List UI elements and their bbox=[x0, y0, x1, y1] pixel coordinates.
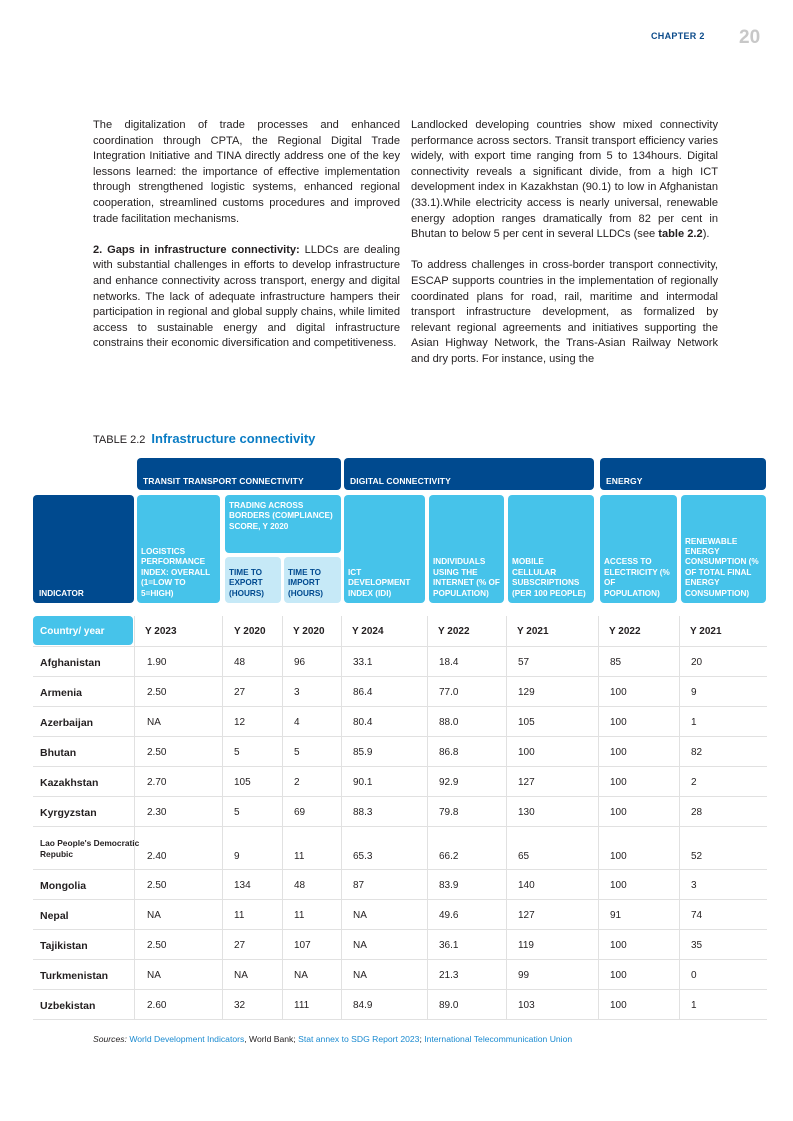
country-name: Bhutan bbox=[40, 747, 77, 759]
country-name: Turkmenistan bbox=[40, 970, 109, 982]
country-name: Kyrgyzstan bbox=[40, 807, 97, 819]
cell-mobile: 119 bbox=[518, 940, 534, 951]
cell-electricity: 100 bbox=[610, 807, 627, 818]
chapter-label: CHAPTER 2 bbox=[651, 31, 705, 41]
year-cell: Y 2023 bbox=[145, 626, 177, 637]
table-row bbox=[33, 676, 767, 707]
cell-internet: 77.0 bbox=[439, 687, 459, 698]
cell-idi: 88.3 bbox=[353, 807, 373, 818]
cell-import: 107 bbox=[294, 940, 311, 951]
country-name: Kazakhstan bbox=[40, 777, 99, 789]
group-header-digital: DIGITAL CONNECTIVITY bbox=[344, 458, 594, 490]
cell-electricity: 100 bbox=[610, 747, 627, 758]
cell-mobile: 129 bbox=[518, 687, 535, 698]
left-column bbox=[93, 118, 400, 368]
table-title: Infrastructure connectivity bbox=[151, 431, 316, 446]
cell-mobile: 127 bbox=[518, 910, 535, 921]
cell-electricity: 100 bbox=[610, 970, 627, 981]
source-link-itu[interactable]: International Telecommunication Union bbox=[424, 1034, 573, 1044]
indicator-label: INDICATOR bbox=[39, 588, 84, 598]
cell-renewable: 0 bbox=[691, 970, 697, 981]
group-header-energy: ENERGY bbox=[600, 458, 766, 490]
cell-export: 11 bbox=[234, 910, 245, 921]
cell-renewable: 52 bbox=[691, 851, 703, 862]
cell-electricity: 100 bbox=[610, 851, 627, 862]
cell-electricity: 91 bbox=[610, 910, 622, 921]
table-row bbox=[33, 766, 767, 797]
cell-internet: 36.1 bbox=[439, 940, 459, 951]
cell-internet: 21.3 bbox=[439, 970, 459, 981]
column-header-mobile-label: MOBILE CELLULAR SUBSCRIPTIONS (PER 100 PEOPLE) bbox=[512, 557, 586, 598]
cell-internet: 18.4 bbox=[439, 657, 459, 668]
right-paragraph-1-body: Landlocked developing countries show mixed connectivity performance across sectors. Transit transport efficiency varies widely, with export time ranging from 5 to 134hours. Digital connectivity reveals a significant divide, from a high ICT development index in Kazakhstan (90.1) to low in Afghanistan (33.1).While electricity access is nearly universal, renewable energy adoption ranges dramatically from 82 per cent in Bhutan to below 5 per cent in several LLDCs (see bbox=[411, 119, 718, 241]
column-header-export-label: TIME TO EXPORT (HOURS) bbox=[229, 567, 265, 598]
cell-renewable: 35 bbox=[691, 940, 703, 951]
indicator-header bbox=[33, 495, 134, 603]
cell-renewable: 74 bbox=[691, 910, 703, 921]
left-paragraph-2 bbox=[93, 243, 400, 352]
table-row bbox=[33, 959, 767, 990]
sources-label: Sources: bbox=[93, 1034, 127, 1044]
table-row bbox=[33, 736, 767, 767]
cell-lpi: NA bbox=[147, 910, 161, 921]
column-header-export bbox=[225, 557, 281, 603]
cell-renewable: 3 bbox=[691, 880, 697, 891]
cell-renewable: 9 bbox=[691, 687, 697, 698]
year-cell: Y 2021 bbox=[690, 626, 722, 637]
year-cell: Y 2024 bbox=[352, 626, 384, 637]
cell-lpi: 2.60 bbox=[147, 1000, 167, 1011]
section-heading-gaps: 2. Gaps in infrastructure connectivity: bbox=[93, 243, 300, 256]
cell-electricity: 100 bbox=[610, 880, 627, 891]
cell-idi: 87 bbox=[353, 880, 365, 891]
cell-import: NA bbox=[294, 970, 308, 981]
cell-lpi: NA bbox=[147, 717, 161, 728]
cell-import: 2 bbox=[294, 777, 300, 788]
cell-import: 5 bbox=[294, 747, 300, 758]
table-number: TABLE 2.2 bbox=[93, 434, 146, 446]
cell-internet: 88.0 bbox=[439, 717, 459, 728]
cell-import: 48 bbox=[294, 880, 306, 891]
cell-import: 11 bbox=[294, 851, 305, 862]
cell-lpi: NA bbox=[147, 970, 161, 981]
column-header-mobile bbox=[508, 495, 594, 603]
country-name: Armenia bbox=[40, 687, 83, 699]
column-header-electricity-label: ACCESS TO ELECTRICITY (% OF POPULATION) bbox=[604, 557, 670, 598]
cell-idi: 85.9 bbox=[353, 747, 373, 758]
table-row bbox=[33, 796, 767, 827]
column-header-electricity bbox=[600, 495, 677, 603]
cell-export: NA bbox=[234, 970, 248, 981]
sources-text: , World Bank; bbox=[244, 1034, 299, 1044]
cell-lpi: 2.40 bbox=[147, 851, 167, 862]
cell-internet: 92.9 bbox=[439, 777, 459, 788]
cell-lpi: 2.30 bbox=[147, 807, 167, 818]
column-header-trading bbox=[225, 495, 341, 553]
cell-idi: NA bbox=[353, 910, 367, 921]
cell-lpi: 1.90 bbox=[147, 657, 167, 668]
cell-import: 96 bbox=[294, 657, 306, 668]
cell-mobile: 100 bbox=[518, 747, 535, 758]
cell-mobile: 99 bbox=[518, 970, 530, 981]
column-header-internet bbox=[429, 495, 504, 603]
table-row bbox=[33, 989, 767, 1020]
cell-import: 3 bbox=[294, 687, 300, 698]
cell-internet: 89.0 bbox=[439, 1000, 459, 1011]
cell-export: 134 bbox=[234, 880, 251, 891]
cell-export: 27 bbox=[234, 940, 246, 951]
cell-internet: 83.9 bbox=[439, 880, 459, 891]
cell-idi: 65.3 bbox=[353, 851, 373, 862]
cell-lpi: 2.70 bbox=[147, 777, 167, 788]
table-row bbox=[33, 929, 767, 960]
cell-export: 27 bbox=[234, 687, 246, 698]
country-name: Uzbekistan bbox=[40, 1000, 96, 1012]
year-row bbox=[33, 616, 767, 645]
column-header-renewable bbox=[681, 495, 766, 603]
cell-electricity: 100 bbox=[610, 777, 627, 788]
column-header-idi-label: ICT DEVELOPMENT INDEX (IDI) bbox=[348, 567, 411, 598]
year-cell: Y 2020 bbox=[293, 626, 325, 637]
source-link-sdg-annex[interactable]: Stat annex to SDG Report 2023 bbox=[298, 1034, 420, 1044]
cell-mobile: 65 bbox=[518, 851, 530, 862]
column-header-idi bbox=[344, 495, 425, 603]
cell-renewable: 2 bbox=[691, 777, 697, 788]
group-header-transit: TRANSIT TRANSPORT CONNECTIVITY bbox=[137, 458, 341, 490]
cell-idi: 84.9 bbox=[353, 1000, 373, 1011]
page-number: 20 bbox=[739, 27, 761, 48]
left-paragraph-1: The digitalization of trade processes and enhanced coordination through CPTA, the Regional Digital Trade Integration Initiative and TINA directly address one of the key lessons learned: the importance of effective implementation through strengthened logistic systems, enhanced regional cooperation, streamlined customs procedures and improved trade facilitation mechanisms. bbox=[93, 119, 400, 225]
sources-text: ; bbox=[419, 1034, 425, 1044]
column-header-internet-label: INDIVIDUALS USING THE INTERNET (% OF POPULATION) bbox=[433, 557, 500, 598]
table-row bbox=[33, 706, 767, 737]
cell-import: 4 bbox=[294, 717, 300, 728]
table-bottom-border bbox=[33, 1019, 767, 1020]
year-cell: Y 2022 bbox=[438, 626, 470, 637]
country-name: Lao People's Democratic Repubic bbox=[40, 838, 140, 859]
table-caption bbox=[93, 431, 315, 446]
cell-idi: 90.1 bbox=[353, 777, 373, 788]
right-paragraph-1 bbox=[411, 118, 718, 243]
year-cell: Y 2020 bbox=[234, 626, 266, 637]
column-header-import-label: TIME TO IMPORT (HOURS) bbox=[288, 567, 324, 598]
right-column bbox=[411, 118, 718, 383]
column-header-renewable-label: RENEWABLE ENERGY CONSUMPTION (% OF TOTAL FINAL ENERGY CONSUMPTION) bbox=[685, 536, 759, 598]
cell-internet: 79.8 bbox=[439, 807, 459, 818]
column-header-import bbox=[284, 557, 341, 603]
right-paragraph-2: To address challenges in cross-border transport connectivity, ESCAP supports countries in the implementation of regionally coordinated plans for road, rail, maritime and intermodal transport infrastructure development, as formalized by relevant regional agreements and initiatives supporting the Asian Highway Network, the Trans-Asian Railway Network and dry ports. For instance, using the bbox=[411, 259, 718, 365]
table-sources bbox=[93, 1034, 572, 1044]
country-name: Nepal bbox=[40, 910, 69, 922]
cell-renewable: 20 bbox=[691, 657, 703, 668]
cell-export: 105 bbox=[234, 777, 251, 788]
column-header-lpi bbox=[137, 495, 220, 603]
country-name: Afghanistan bbox=[40, 657, 101, 669]
column-header-trading-label: TRADING ACROSS BORDERS (COMPLIANCE) SCORE, Y 2020 bbox=[229, 501, 333, 531]
cell-electricity: 100 bbox=[610, 687, 627, 698]
cell-import: 111 bbox=[294, 1000, 310, 1011]
year-cell: Y 2021 bbox=[517, 626, 549, 637]
cell-mobile: 57 bbox=[518, 657, 530, 668]
country-name: Azerbaijan bbox=[40, 717, 94, 729]
cell-electricity: 100 bbox=[610, 1000, 627, 1011]
cell-mobile: 103 bbox=[518, 1000, 535, 1011]
country-name: Tajikistan bbox=[40, 940, 88, 952]
cell-idi: NA bbox=[353, 940, 367, 951]
country-name: Mongolia bbox=[40, 880, 87, 892]
cell-mobile: 127 bbox=[518, 777, 535, 788]
cell-idi: 86.4 bbox=[353, 687, 373, 698]
year-cell: Y 2022 bbox=[609, 626, 641, 637]
cell-renewable: 1 bbox=[691, 1000, 697, 1011]
cell-internet: 49.6 bbox=[439, 910, 459, 921]
cell-lpi: 2.50 bbox=[147, 747, 167, 758]
cell-lpi: 2.50 bbox=[147, 687, 167, 698]
cell-internet: 66.2 bbox=[439, 851, 459, 862]
cell-export: 9 bbox=[234, 851, 240, 862]
cell-import: 11 bbox=[294, 910, 305, 921]
cell-renewable: 1 bbox=[691, 717, 697, 728]
right-paragraph-1-end: ). bbox=[702, 228, 710, 241]
cell-idi: 80.4 bbox=[353, 717, 373, 728]
column-header-lpi-label: LOGISTICS PERFORMANCE INDEX: OVERALL (1=LOW TO 5=HIGH) bbox=[141, 546, 210, 598]
cell-export: 32 bbox=[234, 1000, 246, 1011]
cell-electricity: 85 bbox=[610, 657, 622, 668]
cell-mobile: 105 bbox=[518, 717, 535, 728]
cell-lpi: 2.50 bbox=[147, 880, 167, 891]
cell-internet: 86.8 bbox=[439, 747, 459, 758]
table-reference-link[interactable]: table 2.2 bbox=[658, 228, 703, 241]
cell-idi: 33.1 bbox=[353, 657, 373, 668]
cell-export: 48 bbox=[234, 657, 246, 668]
left-paragraph-2-body: LLDCs are dealing with substantial challenges in efforts to develop infrastructure and enhance connectivity across transport, energy and digital networks. The lack of adequate infrastructure hampers their participation in regional and global supply chains, while limited access to sustainable energy and digital infrastructure constrains their economic diversification and competitiveness. bbox=[93, 243, 400, 350]
cell-electricity: 100 bbox=[610, 940, 627, 951]
cell-import: 69 bbox=[294, 807, 306, 818]
table-row bbox=[33, 646, 767, 677]
cell-electricity: 100 bbox=[610, 717, 627, 728]
country-year-label: Country/ year bbox=[33, 616, 133, 645]
source-link-wdi[interactable]: World Development Indicators bbox=[129, 1034, 245, 1044]
cell-export: 5 bbox=[234, 807, 240, 818]
cell-export: 12 bbox=[234, 717, 246, 728]
cell-renewable: 82 bbox=[691, 747, 703, 758]
table-row bbox=[33, 869, 767, 900]
table-row bbox=[33, 899, 767, 930]
cell-renewable: 28 bbox=[691, 807, 703, 818]
cell-mobile: 140 bbox=[518, 880, 535, 891]
table-row bbox=[33, 826, 767, 869]
cell-mobile: 130 bbox=[518, 807, 535, 818]
cell-export: 5 bbox=[234, 747, 240, 758]
cell-idi: NA bbox=[353, 970, 367, 981]
cell-lpi: 2.50 bbox=[147, 940, 167, 951]
